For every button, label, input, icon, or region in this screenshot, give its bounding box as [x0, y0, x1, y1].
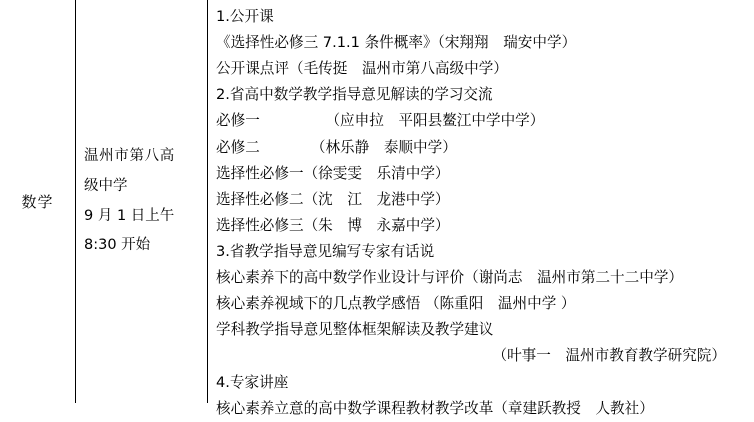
- agenda-line: 选择性必修三（朱 博 永嘉中学）: [216, 216, 450, 234]
- venue-line-4: 8:30 开始: [84, 237, 151, 254]
- agenda-line: 4.专家讲座: [216, 373, 289, 391]
- venue-line-2: 级中学: [84, 177, 128, 194]
- subject-label: 数学: [21, 192, 54, 211]
- venue-time-text: [84, 142, 174, 261]
- agenda-line: 1.公开课: [216, 8, 274, 25]
- agenda-line: 《选择性必修三 7.1.1 条件概率》（宋翔翔 瑞安中学）: [216, 34, 577, 52]
- agenda-line: 3.省教学指导意见编写专家有话说: [216, 242, 435, 260]
- agenda-line: 选择性必修一（徐雯雯 乐清中学）: [216, 164, 450, 182]
- agenda-line: 公开课点评（毛传挺 温州市第八高级中学）: [216, 60, 508, 78]
- venue-time-cell: [76, 0, 208, 403]
- venue-line-3: 9 月 1 日上午: [84, 207, 175, 224]
- agenda-line-attribution: （叶事一 温州市教育教学研究院）: [492, 347, 726, 365]
- agenda-line: 核心素养立意的高中数学课程教材教学改革（章建跃教授 人教社）: [216, 399, 654, 417]
- agenda-line: 学科教学指导意见整体框架解读及教学建议: [216, 321, 494, 339]
- agenda-line: 2.省高中数学教学指导意见解读的学习交流: [216, 86, 493, 104]
- agenda-line: 选择性必修二（沈 江 龙港中学）: [216, 190, 450, 208]
- agenda-line: 核心素养视域下的几点教学感悟 （陈重阳 温州中学 ）: [216, 295, 576, 313]
- subject-cell: [0, 0, 76, 403]
- agenda-line: 核心素养下的高中数学作业设计与评价（谢尚志 温州市第二十二中学）: [216, 269, 684, 287]
- agenda-line: 必修一 （应申拉 平阳县鳌江中学中学）: [216, 112, 545, 130]
- venue-line-1: 温州市第八高: [84, 148, 175, 165]
- agenda-content-cell: [208, 0, 754, 417]
- agenda-line: 必修二 （林乐静 泰顺中学）: [216, 138, 457, 156]
